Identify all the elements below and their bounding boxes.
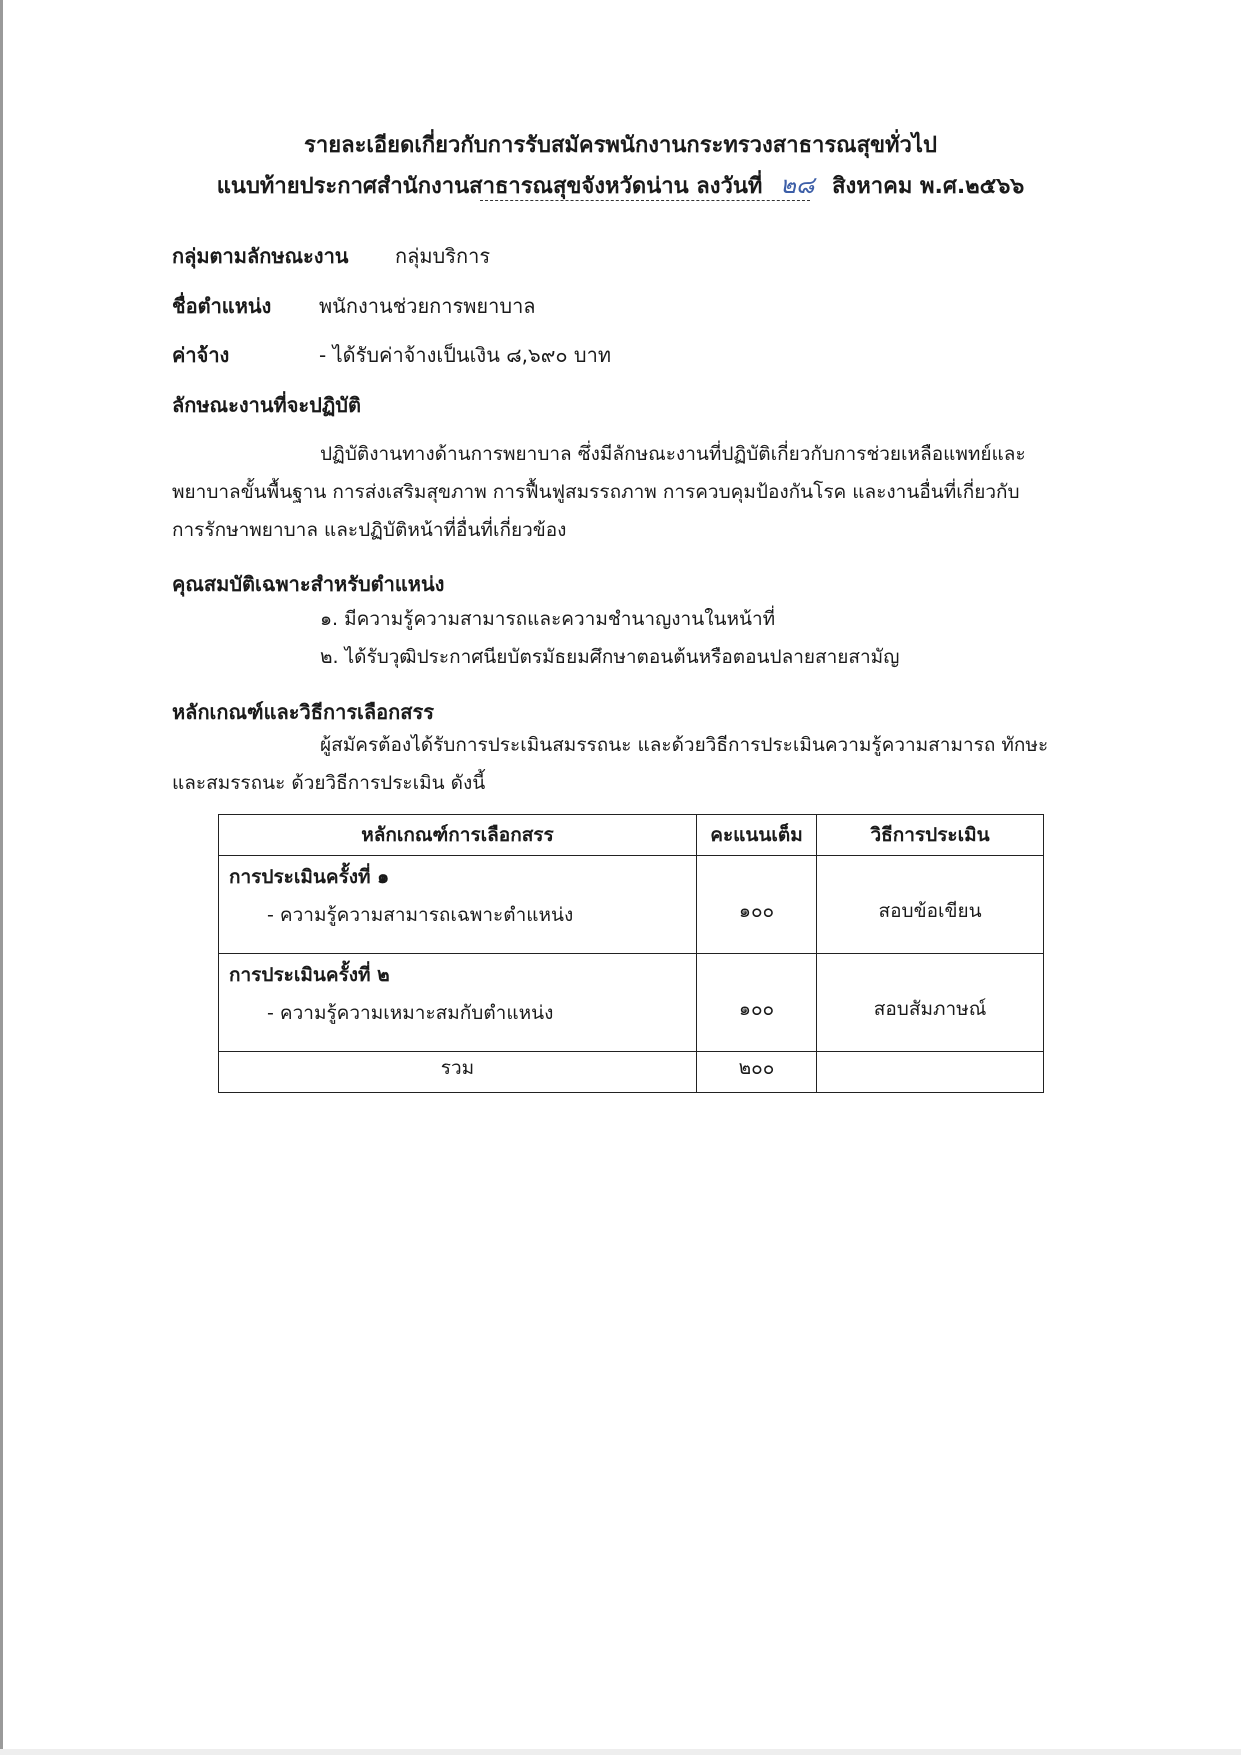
table-row [219, 954, 1044, 1052]
header-criteria: หลักเกณฑ์การเลือกสรร [219, 815, 697, 856]
table-total-row [219, 1052, 1044, 1093]
document-title: รายละเอียดเกี่ยวกับการรับสมัครพนักงานกระทรวงสาธารณสุขทั่วไป [304, 133, 937, 158]
title-divider [480, 200, 810, 201]
field-job-group [172, 240, 491, 272]
criteria-cell [219, 954, 697, 1052]
header-method: วิธีการประเมิน [817, 815, 1044, 856]
criteria-cell [219, 856, 697, 954]
method-cell: สอบสัมภาษณ์ [817, 954, 1044, 1052]
field-label: กลุ่มตามลักษณะงาน [172, 244, 349, 268]
table-row [219, 856, 1044, 954]
document-subtitle [0, 165, 1241, 204]
field-value: - ได้รับค่าจ้างเป็นเงิน ๘,๖๙๐ บาท [319, 343, 612, 367]
total-method-empty [817, 1052, 1044, 1093]
field-label: ชื่อตำแหน่ง [172, 294, 272, 318]
scan-edge-bottom [0, 1749, 1241, 1755]
field-value: พนักงานช่วยการพยาบาล [319, 294, 536, 318]
paragraph-line: พยาบาลขั้นพื้นฐาน การส่งเสริมสุขภาพ การฟื้นฟูสมรรถภาพ การควบคุมป้องกันโรค และงานอื่นที่เกี่ยวกับ [172, 481, 1020, 503]
selection-heading: หลักเกณฑ์และวิธีการเลือกสรร [172, 700, 434, 724]
score-cell: ๑๐๐ [696, 856, 816, 954]
qualifications-heading: คุณสมบัติเฉพาะสำหรับตำแหน่ง [172, 572, 445, 596]
round-item: - ความรู้ความสามารถเฉพาะตำแหน่ง [267, 904, 574, 926]
scan-edge [0, 0, 3, 1755]
paragraph-line: และสมรรถนะ ด้วยวิธีการประเมิน ดังนี้ [172, 772, 486, 794]
subtitle-prefix: แนบท้ายประกาศสำนักงานสาธารณสุขจังหวัดน่าน ลงวันที่ [216, 174, 763, 199]
paragraph-line: การรักษาพยาบาล และปฏิบัติหน้าที่อื่นที่เกี่ยวข้อง [172, 519, 567, 541]
field-wage [172, 339, 612, 371]
total-score: ๒๐๐ [696, 1052, 816, 1093]
header-full-score: คะแนนเต็ม [696, 815, 816, 856]
method-cell: สอบข้อเขียน [817, 856, 1044, 954]
round-title: การประเมินครั้งที่ ๒ [229, 964, 390, 986]
round-title: การประเมินครั้งที่ ๑ [229, 866, 390, 888]
paragraph-line: ผู้สมัครต้องได้รับการประเมินสมรรถนะ และด้วยวิธีการประเมินความรู้ความสามารถ ทักษะ [320, 734, 1049, 756]
field-position [172, 290, 536, 322]
round-item: - ความรู้ความเหมาะสมกับตำแหน่ง [267, 1002, 554, 1024]
selection-criteria-table [218, 814, 1044, 1093]
score-cell: ๑๐๐ [696, 954, 816, 1052]
total-label: รวม [219, 1052, 697, 1093]
qualification-item: ๑. มีความรู้ความสามารถและความชำนาญงานในหน้าที่ [320, 608, 776, 630]
field-value: กลุ่มบริการ [395, 244, 491, 268]
field-label: ค่าจ้าง [172, 343, 230, 367]
subtitle-suffix: สิงหาคม พ.ศ.๒๕๖๖ [832, 174, 1025, 199]
qualification-item: ๒. ได้รับวุฒิประกาศนียบัตรมัธยมศึกษาตอนต้นหรือตอนปลายสายสามัญ [320, 646, 900, 668]
duties-heading: ลักษณะงานที่จะปฏิบัติ [172, 393, 361, 417]
paragraph-line: ปฏิบัติงานทางด้านการพยาบาล ซึ่งมีลักษณะงานที่ปฏิบัติเกี่ยวกับการช่วยเหลือแพทย์และ [320, 443, 1026, 465]
handwritten-day: ๒๘ [780, 171, 815, 199]
table-header-row [219, 815, 1044, 856]
